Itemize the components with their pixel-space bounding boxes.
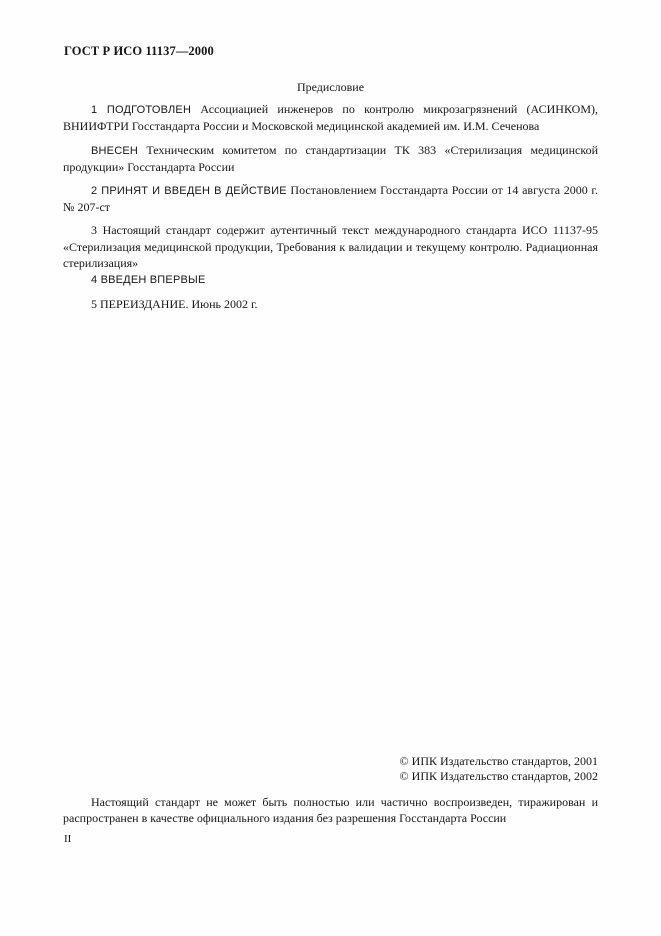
copyright-line: © ИПК Издательство стандартов, 2001 [399,754,598,768]
copyright-line: © ИПК Издательство стандартов, 2002 [399,769,598,783]
paragraph-standard-text [63,222,598,271]
copyright-block [384,754,598,784]
paragraph-first-introduced [63,271,598,288]
document-header: ГОСТ Р ИСО 11137—2000 [64,44,214,58]
paragraph-text: 5 ПЕРЕИЗДАНИЕ. Июнь 2002 г. [91,297,258,311]
paragraph-text: Ассоциацией инженеров по контролю микрозагрязнений (АСИНКОМ), ВНИИФТРИ Госстандарта России и Московской медицинской академией им. И.М. Сеченова [63,102,598,133]
paragraph-lead: ВНЕСЕН [91,145,139,157]
paragraph-lead: 2 ПРИНЯТ И ВВЕДЕН В ДЕЙСТВИЕ [91,185,287,197]
paragraph-lead: 1 ПОДГОТОВЛЕН [91,104,192,116]
paragraph-text: Постановлением Госстандарта России от 14 августа 2000 г. № 207-ст [63,183,599,214]
page-number: II [64,833,72,845]
section-title: Предисловие [296,80,365,94]
paragraph-reissue [63,296,598,313]
paragraph-adopted [63,182,598,215]
reproduction-notice: Настоящий стандарт не может быть полностью или частично воспроизведен, тиражирован и распространен в качестве официального издания без разрешения Госстандарта России [63,795,598,825]
paragraph-prepared [63,101,598,134]
paragraph-text: 3 Настоящий стандарт содержит аутентичный текст международного стандарта ИСО 11137-95 «Стерилизация медицинской продукции, Требования к валидации и текущему контролю. Радиационная стерилизация» [63,223,598,270]
paragraph-text: Техническим комитетом по стандартизации ТК 383 «Стерилизация медицинской продукции» Госстандарта России [63,143,598,174]
paragraph-introduced [63,142,598,175]
paragraph-lead: 4 ВВЕДЕН ВПЕРВЫЕ [91,274,206,286]
